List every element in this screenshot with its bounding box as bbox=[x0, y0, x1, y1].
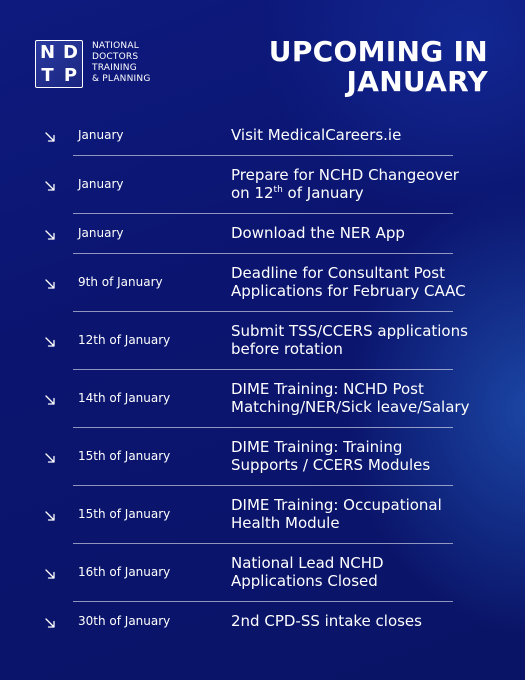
arrow-down-right-icon bbox=[43, 567, 57, 581]
event-date: 30th of January bbox=[78, 613, 171, 628]
logo-letter: T bbox=[41, 64, 54, 86]
event-description bbox=[231, 612, 501, 630]
event-description-line: on 12th of January bbox=[231, 183, 364, 202]
event-description-line: DIME Training: NCHD Post bbox=[231, 379, 424, 398]
arrow-down-right-icon bbox=[43, 228, 57, 242]
page-title bbox=[269, 37, 488, 97]
event-date: January bbox=[78, 225, 124, 240]
event-description bbox=[231, 264, 501, 300]
event-description-line: Submit TSS/CCERS applications bbox=[231, 321, 468, 340]
event-row bbox=[0, 602, 525, 642]
arrow-down-right-icon bbox=[43, 451, 57, 465]
arrow-down-right-icon bbox=[43, 616, 57, 630]
logo-letter: D bbox=[63, 41, 78, 63]
event-description-line: Download the NER App bbox=[231, 223, 405, 242]
event-row bbox=[0, 116, 525, 156]
arrow-down-right-icon bbox=[43, 179, 57, 193]
event-date: 16th of January bbox=[78, 564, 171, 579]
event-description-line: Supports / CCERS Modules bbox=[231, 455, 431, 474]
event-date: 15th of January bbox=[78, 448, 171, 463]
event-description-line: Applications Closed bbox=[231, 571, 378, 590]
arrow-down-right-icon bbox=[43, 393, 57, 407]
event-description bbox=[231, 224, 501, 242]
event-list bbox=[0, 116, 525, 642]
title-line: JANUARY bbox=[346, 65, 488, 98]
ndtp-logo bbox=[35, 40, 83, 88]
logo-line: & PLANNING bbox=[92, 74, 151, 84]
arrow-down-right-icon bbox=[43, 335, 57, 349]
event-description-line: before rotation bbox=[231, 339, 343, 358]
event-description-line: Matching/NER/Sick leave/Salary bbox=[231, 397, 470, 416]
event-description-line: DIME Training: Training bbox=[231, 437, 403, 456]
event-description bbox=[231, 496, 501, 532]
event-row bbox=[0, 486, 525, 544]
arrow-down-right-icon bbox=[43, 130, 57, 144]
logo-letter: P bbox=[63, 64, 78, 86]
event-row bbox=[0, 312, 525, 370]
event-date: 14th of January bbox=[78, 390, 171, 405]
event-description-line: Health Module bbox=[231, 513, 340, 532]
event-row bbox=[0, 254, 525, 312]
event-description-line: Applications for February CAAC bbox=[231, 281, 466, 300]
arrow-down-right-icon bbox=[43, 277, 57, 291]
event-description-line: Visit MedicalCareers.ie bbox=[231, 125, 402, 144]
logo-wordmark bbox=[92, 41, 151, 85]
event-date: 12th of January bbox=[78, 332, 171, 347]
event-description bbox=[231, 166, 501, 202]
event-description-line: DIME Training: Occupational bbox=[231, 495, 442, 514]
arrow-down-right-icon bbox=[43, 509, 57, 523]
logo-letter: N bbox=[39, 41, 56, 63]
event-date: January bbox=[78, 127, 124, 142]
event-row bbox=[0, 428, 525, 486]
event-description-line: National Lead NCHD bbox=[231, 553, 384, 572]
event-description bbox=[231, 322, 501, 358]
event-description bbox=[231, 554, 501, 590]
event-description bbox=[231, 380, 501, 416]
event-row bbox=[0, 544, 525, 602]
event-description bbox=[231, 438, 501, 474]
logo-line: TRAINING bbox=[92, 63, 137, 73]
header bbox=[0, 0, 525, 115]
event-row bbox=[0, 156, 525, 214]
logo-line: DOCTORS bbox=[92, 52, 139, 62]
event-date: 15th of January bbox=[78, 506, 171, 521]
event-row bbox=[0, 214, 525, 254]
logo-line: NATIONAL bbox=[92, 41, 139, 51]
event-description-line: Prepare for NCHD Changeover bbox=[231, 165, 459, 184]
event-date: 9th of January bbox=[78, 274, 163, 289]
event-description-line: Deadline for Consultant Post bbox=[231, 263, 445, 282]
event-description-line: 2nd CPD-SS intake closes bbox=[231, 611, 422, 630]
title-line: UPCOMING IN bbox=[268, 35, 488, 68]
event-date: January bbox=[78, 176, 124, 191]
event-description bbox=[231, 126, 501, 144]
event-row bbox=[0, 370, 525, 428]
